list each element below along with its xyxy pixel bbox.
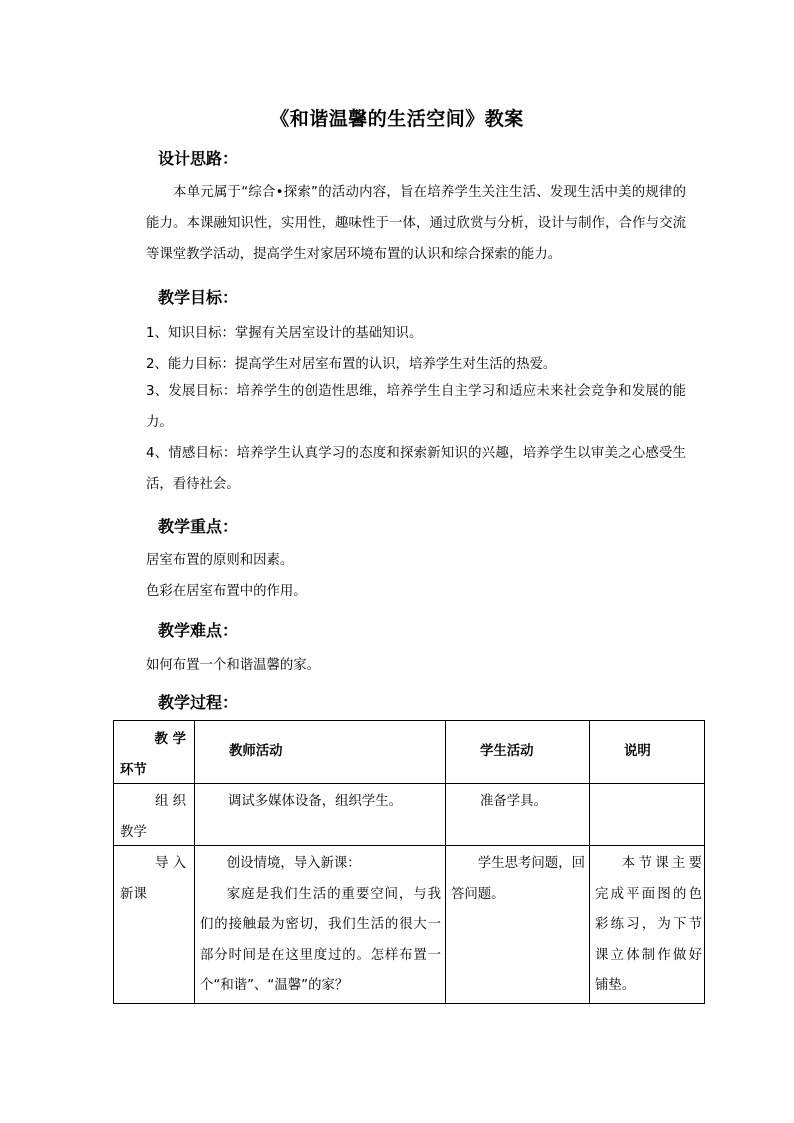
heading-process: 教学过程： [158, 693, 239, 712]
goal-item-2: 2、能力目标：提高学生对居室布置的认识，培养学生对生活的热爱。 [146, 357, 557, 372]
row2-teacher [200, 849, 441, 1002]
header-stage [120, 725, 190, 786]
heading-difficulty: 教学难点： [158, 621, 239, 640]
design-idea-paragraph [146, 178, 686, 270]
heading-goals: 教学目标： [158, 288, 239, 307]
goal-item-1: 1、知识目标：掌握有关居室设计的基础知识。 [146, 326, 423, 341]
row1-stage-line-2: 教学 [120, 824, 147, 840]
table-col-divider [589, 721, 590, 1003]
heading-key-points: 教学重点： [158, 517, 239, 536]
process-table [113, 720, 705, 1004]
design-idea-text: 本单元属于“综合•探索”的活动内容，旨在培养学生关注生活、发现生活中美的规律的能力。本课融知识性，实用性，趣味性于一体，通过欣赏与分析，设计与制作，合作与交流等课堂教学活动，提高学生对家居环境布置的认识和综合探索的能力。 [146, 185, 686, 262]
key-point-1: 居室布置的原则和因素。 [146, 553, 294, 568]
row2-student: 学生思考问题，回答问题。 [451, 856, 585, 902]
row1-stage-line-1: 组 织 [154, 794, 186, 809]
table-row-divider [114, 845, 704, 846]
header-teacher: 教师活动 [229, 744, 283, 759]
row1-teacher: 调试多媒体设备，组织学生。 [228, 794, 403, 809]
goal-item-4: 4、情感目标：培养学生认真学习的态度和探索新知识的兴趣，培养学生以审美之心感受生活，看待社会。 [146, 446, 686, 492]
row2-teacher-line-1: 创设情境，导入新课： [226, 856, 361, 871]
heading-design-idea: 设计思路： [158, 149, 239, 168]
row2-teacher-line-2: 家庭是我们生活的重要空间，与我们的接触最为密切，我们生活的很大一部分时间是在这里度过的。怎样布置一个“和谐”、“温馨”的家？ [200, 886, 441, 993]
header-stage-line-1: 教 学 [154, 732, 186, 747]
table-row-divider [114, 783, 704, 784]
table-col-divider [445, 721, 446, 1003]
goal-item-3: 3、发展目标：培养学生的创造性思维，培养学生自主学习和适应未来社会竞争和发展的能力。 [146, 384, 686, 430]
row2-stage [120, 849, 190, 910]
row2-note: 本节课主要完成平面图的色彩练习，为下节课立体制作做好铺垫。 [595, 856, 702, 993]
table-col-divider [194, 721, 195, 1003]
difficulty-item-1: 如何布置一个和谐温馨的家。 [146, 658, 321, 673]
document-title: 《和谐温馨的生活空间》教案 [270, 108, 524, 130]
row2-stage-line-1: 导 入 [154, 856, 186, 871]
header-stage-line-2: 环节 [120, 762, 147, 778]
key-point-2: 色彩在居室布置中的作用。 [146, 584, 307, 599]
header-student: 学生活动 [480, 744, 534, 759]
header-note: 说明 [624, 744, 651, 759]
row1-student: 准备学具。 [480, 794, 547, 809]
row2-stage-line-2: 新课 [120, 886, 147, 902]
row1-stage [120, 787, 190, 848]
